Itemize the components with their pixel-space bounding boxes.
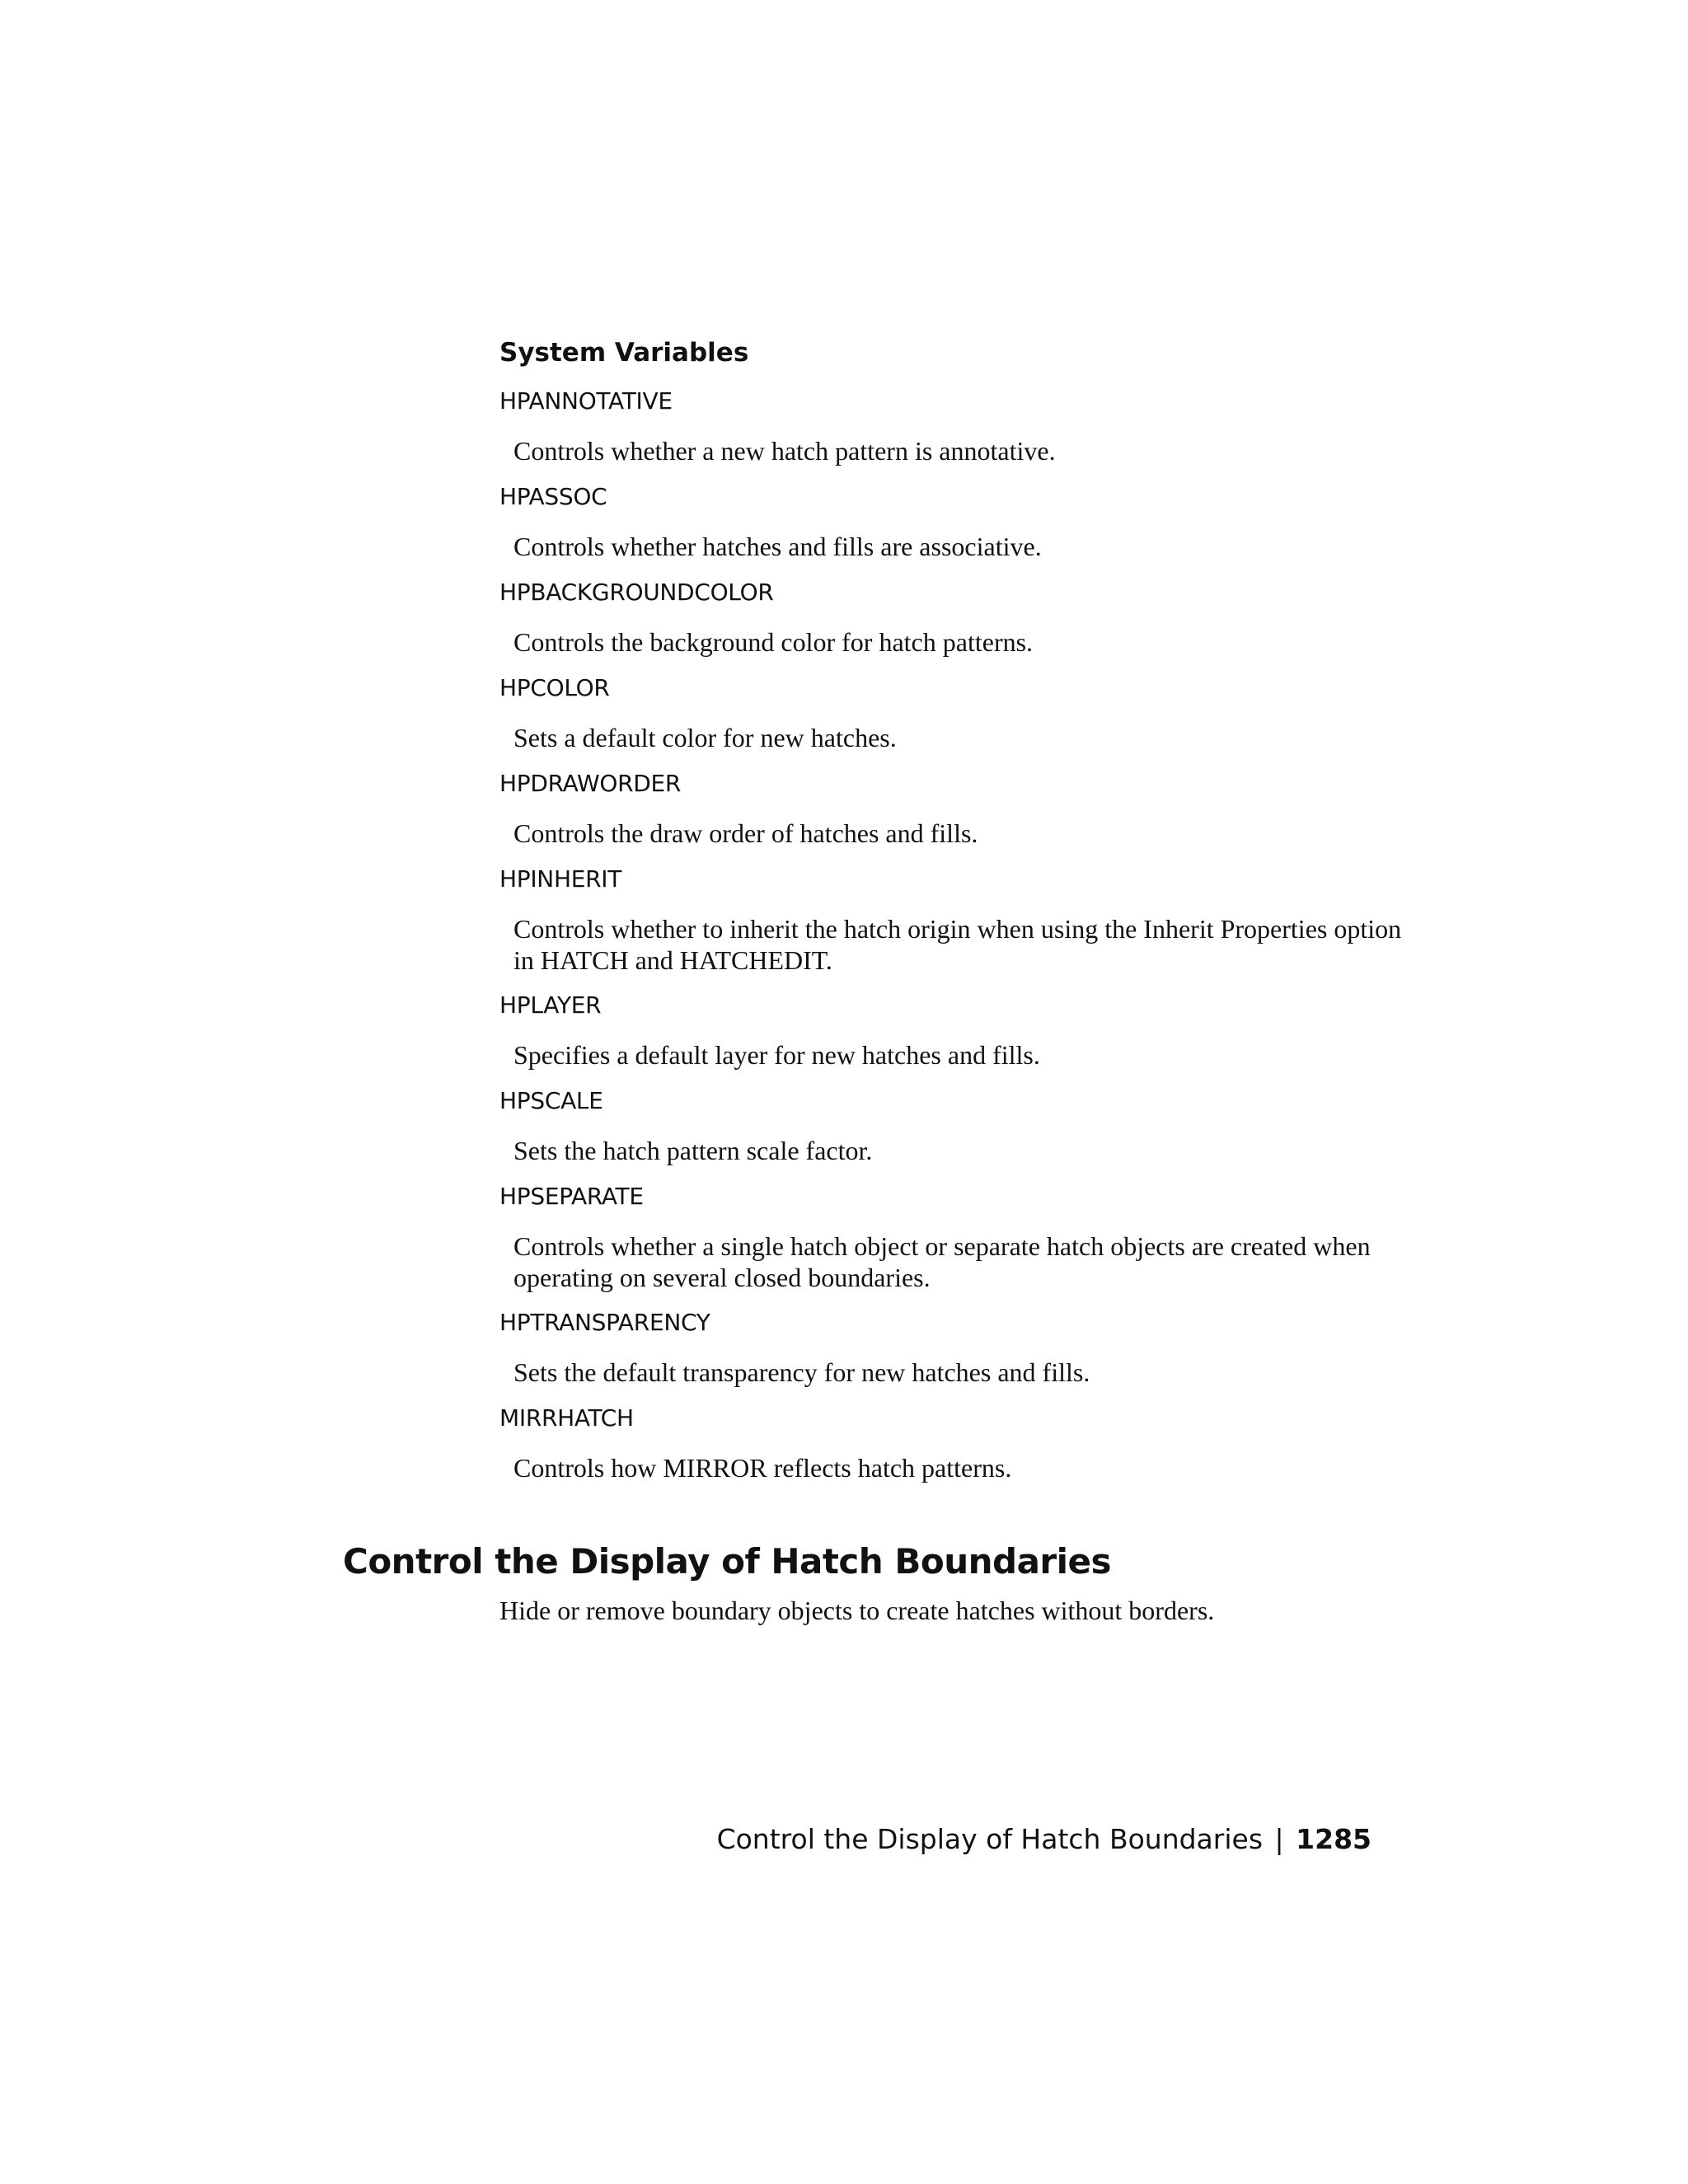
variable-description: Sets the hatch pattern scale factor. [513,1136,873,1165]
section-label: System Variables [499,338,749,368]
variable-name: HPANNOTATIVE [499,387,673,415]
variable-name: HPSCALE [499,1087,603,1114]
variable-name: MIRRHATCH [499,1404,634,1432]
variable-name: HPINHERIT [499,865,622,893]
variable-name: HPLAYER [499,991,602,1019]
variable-description: Controls the draw order of hatches and fills. [513,818,978,848]
footer-separator: | [1274,1823,1284,1855]
footer-title: Control the Display of Hatch Boundaries [716,1823,1264,1855]
page-footer [717,1823,1372,1856]
intro-text: Hide or remove boundary objects to create hatches without borders. [499,1596,1215,1625]
variable-name: HPTRANSPARENCY [499,1309,710,1336]
variable-description: Controls whether to inherit the hatch origin when using the Inherit Properties option in HATCH and HATCHEDIT. [513,914,1402,975]
variable-description: Sets a default color for new hatches. [513,723,897,752]
variable-name: HPASSOC [499,483,607,510]
variable-name: HPDRAWORDER [499,770,682,797]
variable-name: HPBACKGROUNDCOLOR [499,579,774,606]
variable-name: HPSEPARATE [499,1183,644,1210]
variable-description: Controls whether a new hatch pattern is annotative. [513,436,1056,466]
page-number: 1285 [1296,1823,1372,1855]
variable-description: Sets the default transparency for new hatches and fills. [513,1357,1090,1387]
variable-description: Specifies a default layer for new hatches and fills. [513,1040,1040,1070]
variable-name: HPCOLOR [499,674,610,701]
section-heading: Control the Display of Hatch Boundaries [343,1541,1112,1582]
variable-description: Controls whether hatches and fills are associative. [513,532,1042,561]
variable-description: Controls how MIRROR reflects hatch patterns. [513,1453,1012,1483]
variable-description: Controls the background color for hatch patterns. [513,627,1034,657]
variable-description: Controls whether a single hatch object or separate hatch objects are created when operating on several closed boundaries. [513,1231,1371,1292]
